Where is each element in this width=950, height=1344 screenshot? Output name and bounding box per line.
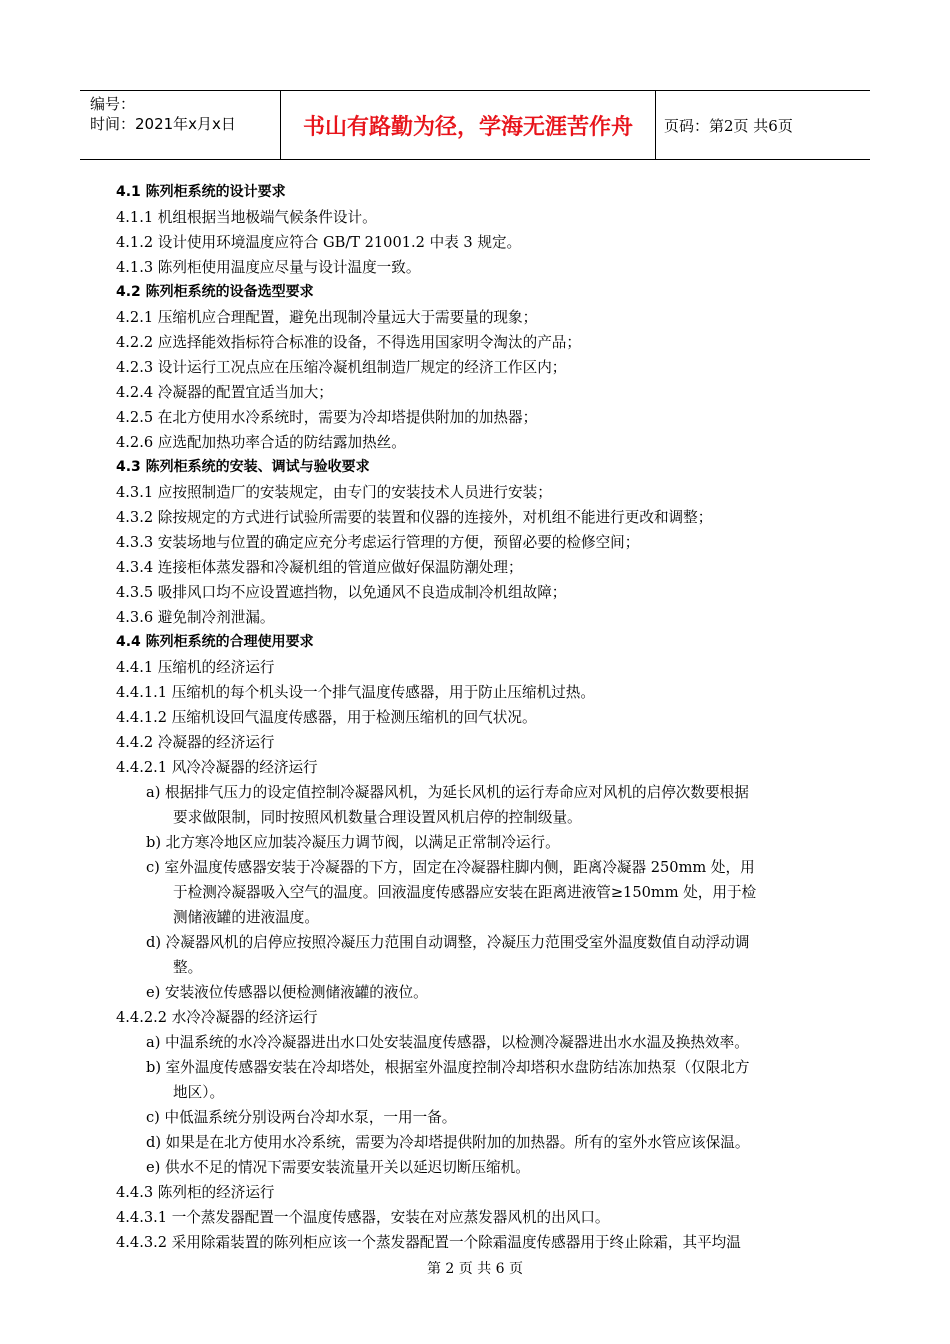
page-footer: 第 2 页 共 6 页 [426,1261,524,1277]
paragraph-line: 4.3.4 连接柜体蒸发器和冷凝机组的管道应做好保温防潮处理； [116,559,523,576]
paragraph-line: 4.2.3 设计运行工况点应在压缩冷凝机组制造厂规定的经济工作区内； [116,359,567,376]
page-number-cell [664,91,870,159]
header-meta-cell [80,91,280,159]
time-label: 时间：2021年x月x日 [90,115,236,133]
paragraph-line: e) 安装液位传感器以便检测储液罐的液位。 [146,984,428,1001]
paragraph-line: 4.1.2 设计使用环境温度应符合 GB/T 21001.2 中表 3 规定。 [116,234,522,251]
paragraph-line: 4.2.1 压缩机应合理配置，避免出现制冷量远大于需要量的现象； [116,309,538,326]
paragraph-line: 4.1.1 机组根据当地极端气候条件设计。 [116,209,377,226]
number-label: 编号： [90,95,136,113]
paragraph-line: 要求做限制，同时按照风机数量合理设置风机启停的控制级量。 [173,809,582,826]
paragraph-line: 4.4.2 冷凝器的经济运行 [116,734,275,751]
paragraph-line: 地区）。 [173,1084,225,1101]
paragraph-line: a) 中温系统的水冷冷凝器进出水口处安装温度传感器，以检测冷凝器进出水水温及换热效率。 [146,1034,749,1051]
document-body [116,180,838,1255]
paragraph-line: c) 中低温系统分别设两台冷却水泵，一用一备。 [146,1109,457,1126]
section-heading: 4.4 陈列柜系统的合理使用要求 [116,634,314,650]
paragraph-line: 4.2.4 冷凝器的配置宜适当加大； [116,384,333,401]
paragraph-line: 4.2.6 应选配加热功率合适的防结露加热丝。 [116,434,406,451]
section-heading: 4.2 陈列柜系统的设备选型要求 [116,284,314,300]
paragraph-line: 4.3.1 应按照制造厂的安装规定，由专门的安装技术人员进行安装； [116,484,552,501]
paragraph-line: 4.4.3 陈列柜的经济运行 [116,1184,275,1201]
page-header [80,90,870,160]
paragraph-line: b) 北方寒冷地区应加装冷凝压力调节阀，以满足正常制冷运行。 [146,834,560,851]
paragraph-line: c) 室外温度传感器安装于冷凝器的下方，固定在冷凝器柱脚内侧，距离冷凝器 250mm 处，用 [146,859,755,876]
paragraph-line: e) 供水不足的情况下需要安装流量开关以延迟切断压缩机。 [146,1159,530,1176]
paragraph-line: d) 如果是在北方使用水冷系统，需要为冷却塔提供附加的加热器。所有的室外水管应该保温。 [146,1134,750,1151]
paragraph-line: 测储液罐的进液温度。 [173,909,319,926]
page-number-label: 页码：第2页 共6页 [664,116,793,135]
paragraph-line: 4.2.2 应选择能效指标符合标准的设备，不得选用国家明令淘汰的产品； [116,334,581,351]
paragraph-line: 4.4.1.2 压缩机设回气温度传感器，用于检测压缩机的回气状况。 [116,709,537,726]
paragraph-line: 4.4.3.1 一个蒸发器配置一个温度传感器，安装在对应蒸发器风机的出风口。 [116,1209,610,1226]
paragraph-line: 4.3.6 避免制冷剂泄漏。 [116,609,275,626]
section-heading: 4.3 陈列柜系统的安装、调试与验收要求 [116,459,370,475]
paragraph-line: d) 冷凝器风机的启停应按照冷凝压力范围自动调整，冷凝压力范围受室外温度数值自动浮动调 [146,934,750,951]
paragraph-line: 于检测冷凝器吸入空气的温度。回液温度传感器应安装在距离进液管≥150mm 处，用于检 [173,884,757,901]
motto-text: 书山有路勤为径，学海无涯苦作舟 [302,114,633,140]
paragraph-line: a) 根据排气压力的设定值控制冷凝器风机，为延长风机的运行寿命应对风机的启停次数要根据 [146,784,749,801]
paragraph-line: 4.3.3 安装场地与位置的确定应充分考虑运行管理的方便，预留必要的检修空间； [116,534,640,551]
paragraph-line: 4.1.3 陈列柜使用温度应尽量与设计温度一致。 [116,259,421,276]
paragraph-line: b) 室外温度传感器安装在冷却塔处，根据室外温度控制冷却塔积水盘防结冻加热泵（仅限北方 [146,1059,750,1076]
paragraph-line: 4.4.1 压缩机的经济运行 [116,659,275,676]
paragraph-line: 4.3.5 吸排风口均不应设置遮挡物，以免通风不良造成制冷机组故障； [116,584,567,601]
paragraph-line: 4.4.3.2 采用除霜装置的陈列柜应该一个蒸发器配置一个除霜温度传感器用于终止除霜，其平均温 [116,1234,741,1251]
paragraph-line: 4.4.1.1 压缩机的每个机头设一个排气温度传感器，用于防止压缩机过热。 [116,684,595,701]
section-heading: 4.1 陈列柜系统的设计要求 [116,184,286,200]
paragraph-line: 4.4.2.2 水冷冷凝器的经济运行 [116,1009,318,1026]
motto-cell [280,91,656,159]
paragraph-line: 4.3.2 除按规定的方式进行试验所需要的装置和仪器的连接外，对机组不能进行更改和调整； [116,509,713,526]
paragraph-line: 整。 [173,959,203,976]
paragraph-line: 4.4.2.1 风冷冷凝器的经济运行 [116,759,318,776]
paragraph-line: 4.2.5 在北方使用水冷系统时，需要为冷却塔提供附加的加热器； [116,409,538,426]
